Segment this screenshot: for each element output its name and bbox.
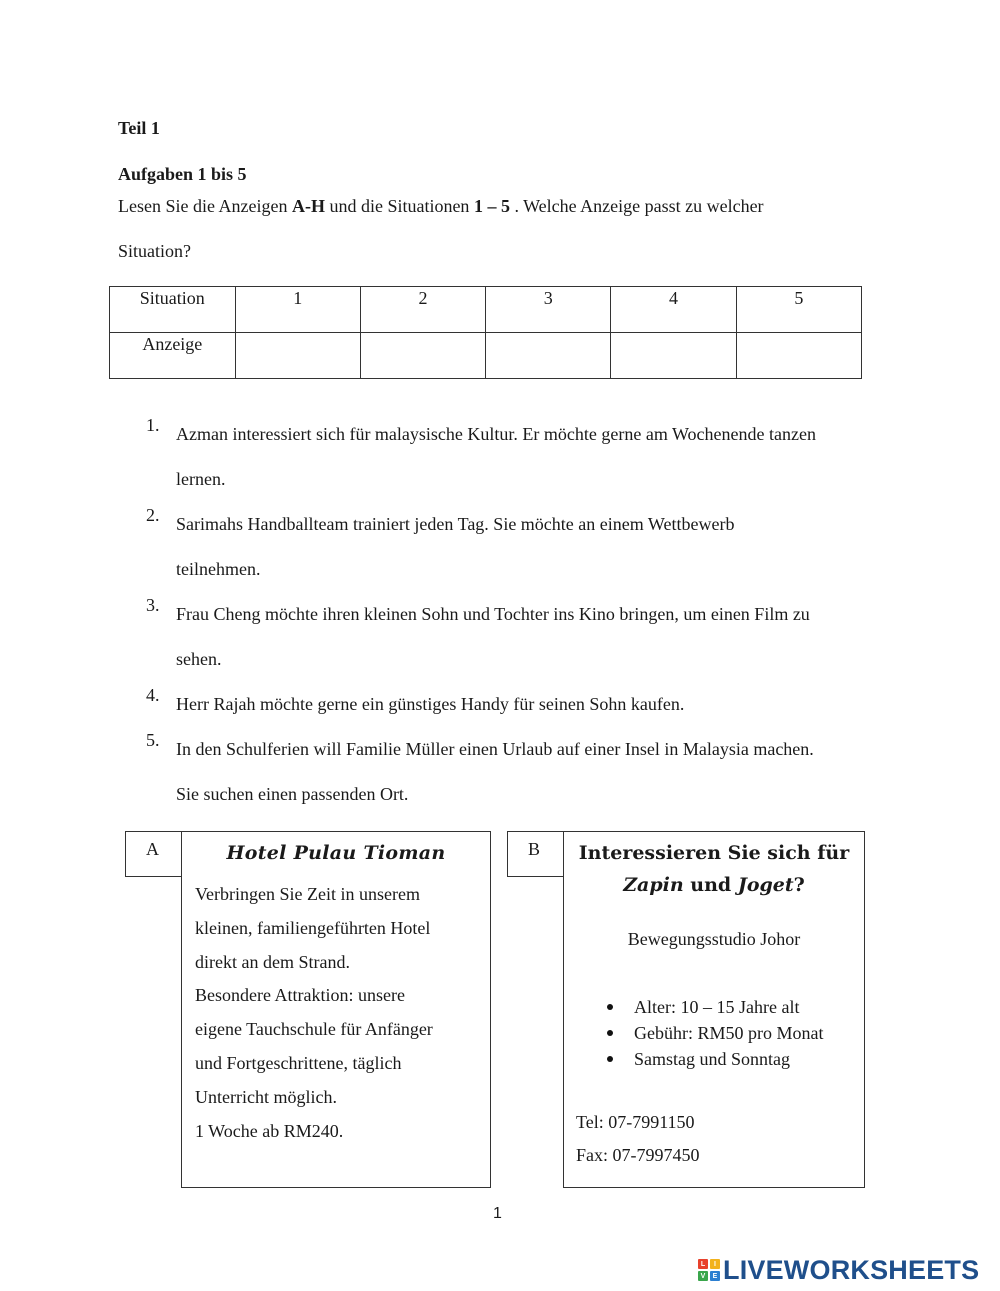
ad-a-title: Hotel Pulau Tioman [226,842,446,864]
col-number-4: 4 [611,287,736,333]
ad-b-tel: Tel: 07-7991150 [576,1112,695,1132]
ad-a-line: eigene Tauchschule für Anfänger [195,1019,433,1040]
liveworksheets-logo-icon [698,1259,720,1281]
answer-table [109,286,862,379]
situation-list [146,415,886,817]
instruction-text-part3: . Welche Anzeige passt zu welcher [509,196,764,216]
answer-cell-2[interactable] [360,333,485,379]
situation-1 [146,412,886,502]
ad-a-letter-box: A [125,831,182,877]
logo-tile-l: L [698,1259,708,1269]
answer-cell-3[interactable] [486,333,611,379]
ad-a-line: 1 Woche ab RM240. [195,1120,344,1141]
ad-b-studio: Bewegungsstudio Johor [627,929,801,949]
answer-cell-1[interactable] [235,333,360,379]
situation-4 [146,682,886,727]
logo-tile-v: V [698,1271,708,1281]
answer-cell-4[interactable] [611,333,736,379]
ad-b-bullet: Alter: 10 – 15 Jahre alt [604,994,864,1020]
task-range-heading: Aufgaben 1 bis 5 [118,164,247,184]
instruction-text-part1: Lesen Sie die Anzeigen [118,196,292,216]
ad-a-line: kleinen, familiengeführten Hotel [195,917,431,938]
ad-a-body [195,878,490,1148]
page-number: 1 [493,1205,502,1222]
col-number-2: 2 [360,287,485,333]
situation-3 [146,592,886,682]
answer-table-row-situation [110,287,862,333]
col-number-3: 3 [486,287,611,333]
ad-a [181,831,491,1188]
ad-a-line: Unterricht möglich. [195,1086,337,1107]
situation-text-line1: Frau Cheng möchte ihren kleinen Sohn und Tochter ins Kino bringen, um einen Film zu [176,604,810,624]
ad-b-bullet: Gebühr: RM50 pro Monat [604,1020,864,1046]
situation-number: 4. [146,685,160,705]
situation-text-line2: sehen. [176,649,222,669]
situation-text-line1: Herr Rajah möchte gerne ein günstiges Handy für seinen Sohn kaufen. [176,694,685,714]
ad-a-line: Besondere Attraktion: unsere [195,985,405,1006]
situation-number: 3. [146,595,160,615]
situation-text-line2: Sie suchen einen passenden Ort. [176,784,409,804]
ad-a-line: direkt an dem Strand. [195,951,350,972]
ad-b-bullet-list [604,994,864,1072]
liveworksheets-logo[interactable] [698,1255,979,1285]
ad-b-title-joget: Joget [737,874,794,896]
ad-b-title-question: ? [793,874,805,896]
answer-table-row-anzeige [110,333,862,379]
situation-2 [146,502,886,592]
row-label-anzeige: Anzeige [110,333,236,379]
situation-text-line1: Sarimahs Handballteam trainiert jeden Tag. Sie möchte an einem Wettbewerb [176,514,735,534]
instruction-line-1 [118,196,878,217]
ad-a-line: und Fortgeschrittene, täglich [195,1052,402,1073]
logo-tile-i: I [710,1259,720,1269]
situation-number: 2. [146,505,160,525]
logo-tile-e: E [710,1271,720,1281]
liveworksheets-brand-text: LIVEWORKSHEETS [723,1254,980,1285]
instruction-bold-ads: A-H [291,196,325,216]
col-number-5: 5 [736,287,861,333]
answer-cell-5[interactable] [736,333,861,379]
ad-b-title-line2 [564,869,864,901]
situation-text-line1: In den Schulferien will Familie Müller einen Urlaub auf einer Insel in Malaysia machen. [176,739,814,759]
ad-b-letter-box: B [507,831,564,877]
row-label-situation: Situation [110,287,236,333]
situation-number: 5. [146,730,160,750]
col-number-1: 1 [235,287,360,333]
ad-a-line: Verbringen Sie Zeit in unserem [195,884,420,904]
situation-text-line2: teilnehmen. [176,559,261,579]
instruction-bold-situations: 1 – 5 [473,196,510,216]
ad-b-bullet: Samstag und Sonntag [604,1046,864,1072]
ad-b-title-line1: Interessieren Sie sich für [578,842,850,864]
ad-b-title [564,837,864,901]
ad-b [563,831,865,1188]
situation-number: 1. [146,415,160,435]
instruction-text-part2: und die Situationen [324,196,474,216]
ad-b-title-zapin: Zapin [623,874,684,896]
situation-text-line2: lernen. [176,469,226,489]
section-title: Teil 1 [118,118,160,138]
ad-b-title-und: und [683,874,738,896]
instruction-line-2: Situation? [118,241,191,261]
ad-b-contact [576,1106,864,1172]
situation-text-line1: Azman interessiert sich für malaysische Kultur. Er möchte gerne am Wochenende tanzen [176,424,816,444]
ad-b-fax: Fax: 07-7997450 [576,1145,700,1165]
situation-5 [146,727,886,817]
